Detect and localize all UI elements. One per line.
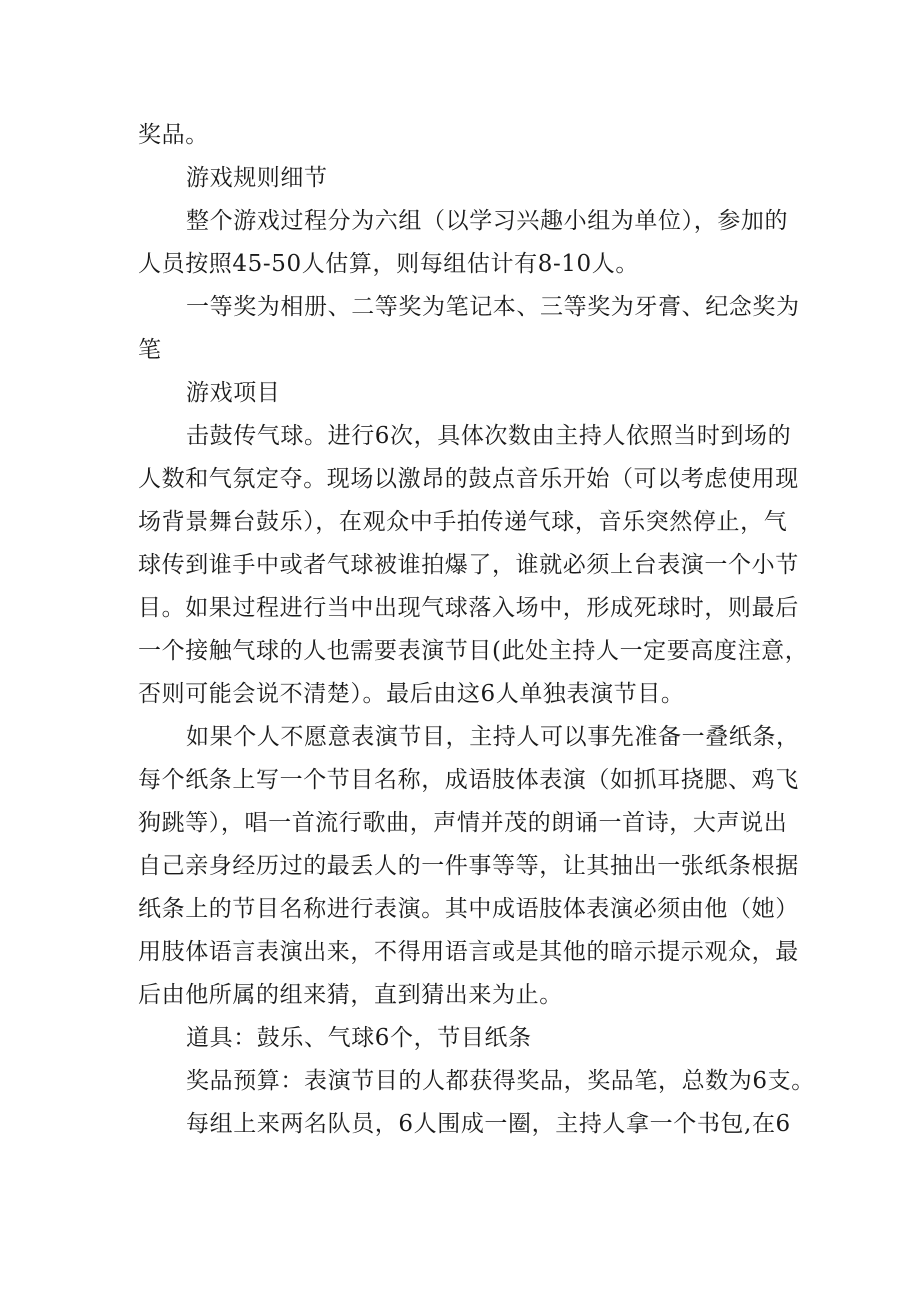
paragraph-prizes-line: 一等奖为相册、二等奖为笔记本、三等奖为牙膏、纪念奖为 <box>186 294 800 320</box>
paragraph-notes-line: 狗跳等），唱一首流行歌曲，声情并茂的朗诵一首诗，大声说出 <box>138 810 788 836</box>
paragraph-notes-line: 如果个人不愿意表演节目，主持人可以事先准备一叠纸条， <box>186 724 800 750</box>
paragraph-notes-line: 后由他所属的组来猜，直到猜出来为止。 <box>138 982 563 1008</box>
paragraph-balloon-line: 击鼓传气球。进行6次，具体次数由主持人依照当时到场的 <box>186 423 792 449</box>
paragraph-groups-line: 人员按照45-50人估算，则每组估计有8-10人。 <box>138 251 639 277</box>
paragraph-notes-line: 自己亲身经历过的最丢人的一件事等等，让其抽出一张纸条根据 <box>138 853 799 879</box>
text-line-prize-end: 奖品。 <box>138 122 209 148</box>
paragraph-balloon-line: 人数和气氛定夺。现场以激昂的鼓点音乐开始（可以考虑使用现 <box>138 466 799 492</box>
heading-game-items: 游戏项目 <box>186 380 281 406</box>
paragraph-notes-line: 纸条上的节目名称进行表演。其中成语肢体表演必须由他（她） <box>138 896 799 922</box>
paragraph-notes-line: 每个纸条上写一个节目名称，成语肢体表演（如抓耳挠腮、鸡飞 <box>138 767 799 793</box>
paragraph-props: 道具：鼓乐、气球6个，节目纸条 <box>186 1025 532 1051</box>
paragraph-balloon-line: 一个接触气球的人也需要表演节目(此处主持人一定要高度注意， <box>138 638 809 664</box>
paragraph-notes-line: 用肢体语言表演出来，不得用语言或是其他的暗示提示观众，最 <box>138 939 799 965</box>
paragraph-balloon-line: 球传到谁手中或者气球被谁拍爆了，谁就必须上台表演一个小节 <box>138 552 799 578</box>
paragraph-next-game: 每组上来两名队员，6人围成一圈，主持人拿一个书包,在6 <box>186 1111 791 1137</box>
paragraph-groups-line: 整个游戏过程分为六组（以学习兴趣小组为单位），参加的 <box>186 208 789 234</box>
paragraph-prizes-line: 笔 <box>138 337 162 363</box>
paragraph-prize-budget: 奖品预算：表演节目的人都获得奖品，奖品笔，总数为6支。 <box>186 1068 815 1094</box>
paragraph-balloon-line: 目。如果过程进行当中出现气球落入场中，形成死球时，则最后 <box>138 595 799 621</box>
paragraph-balloon-line: 场背景舞台鼓乐），在观众中手拍传递气球，音乐突然停止，气 <box>138 509 788 535</box>
paragraph-balloon-line: 否则可能会说不清楚）。最后由这6人单独表演节目。 <box>138 681 685 707</box>
heading-game-rules: 游戏规则细节 <box>186 165 328 191</box>
